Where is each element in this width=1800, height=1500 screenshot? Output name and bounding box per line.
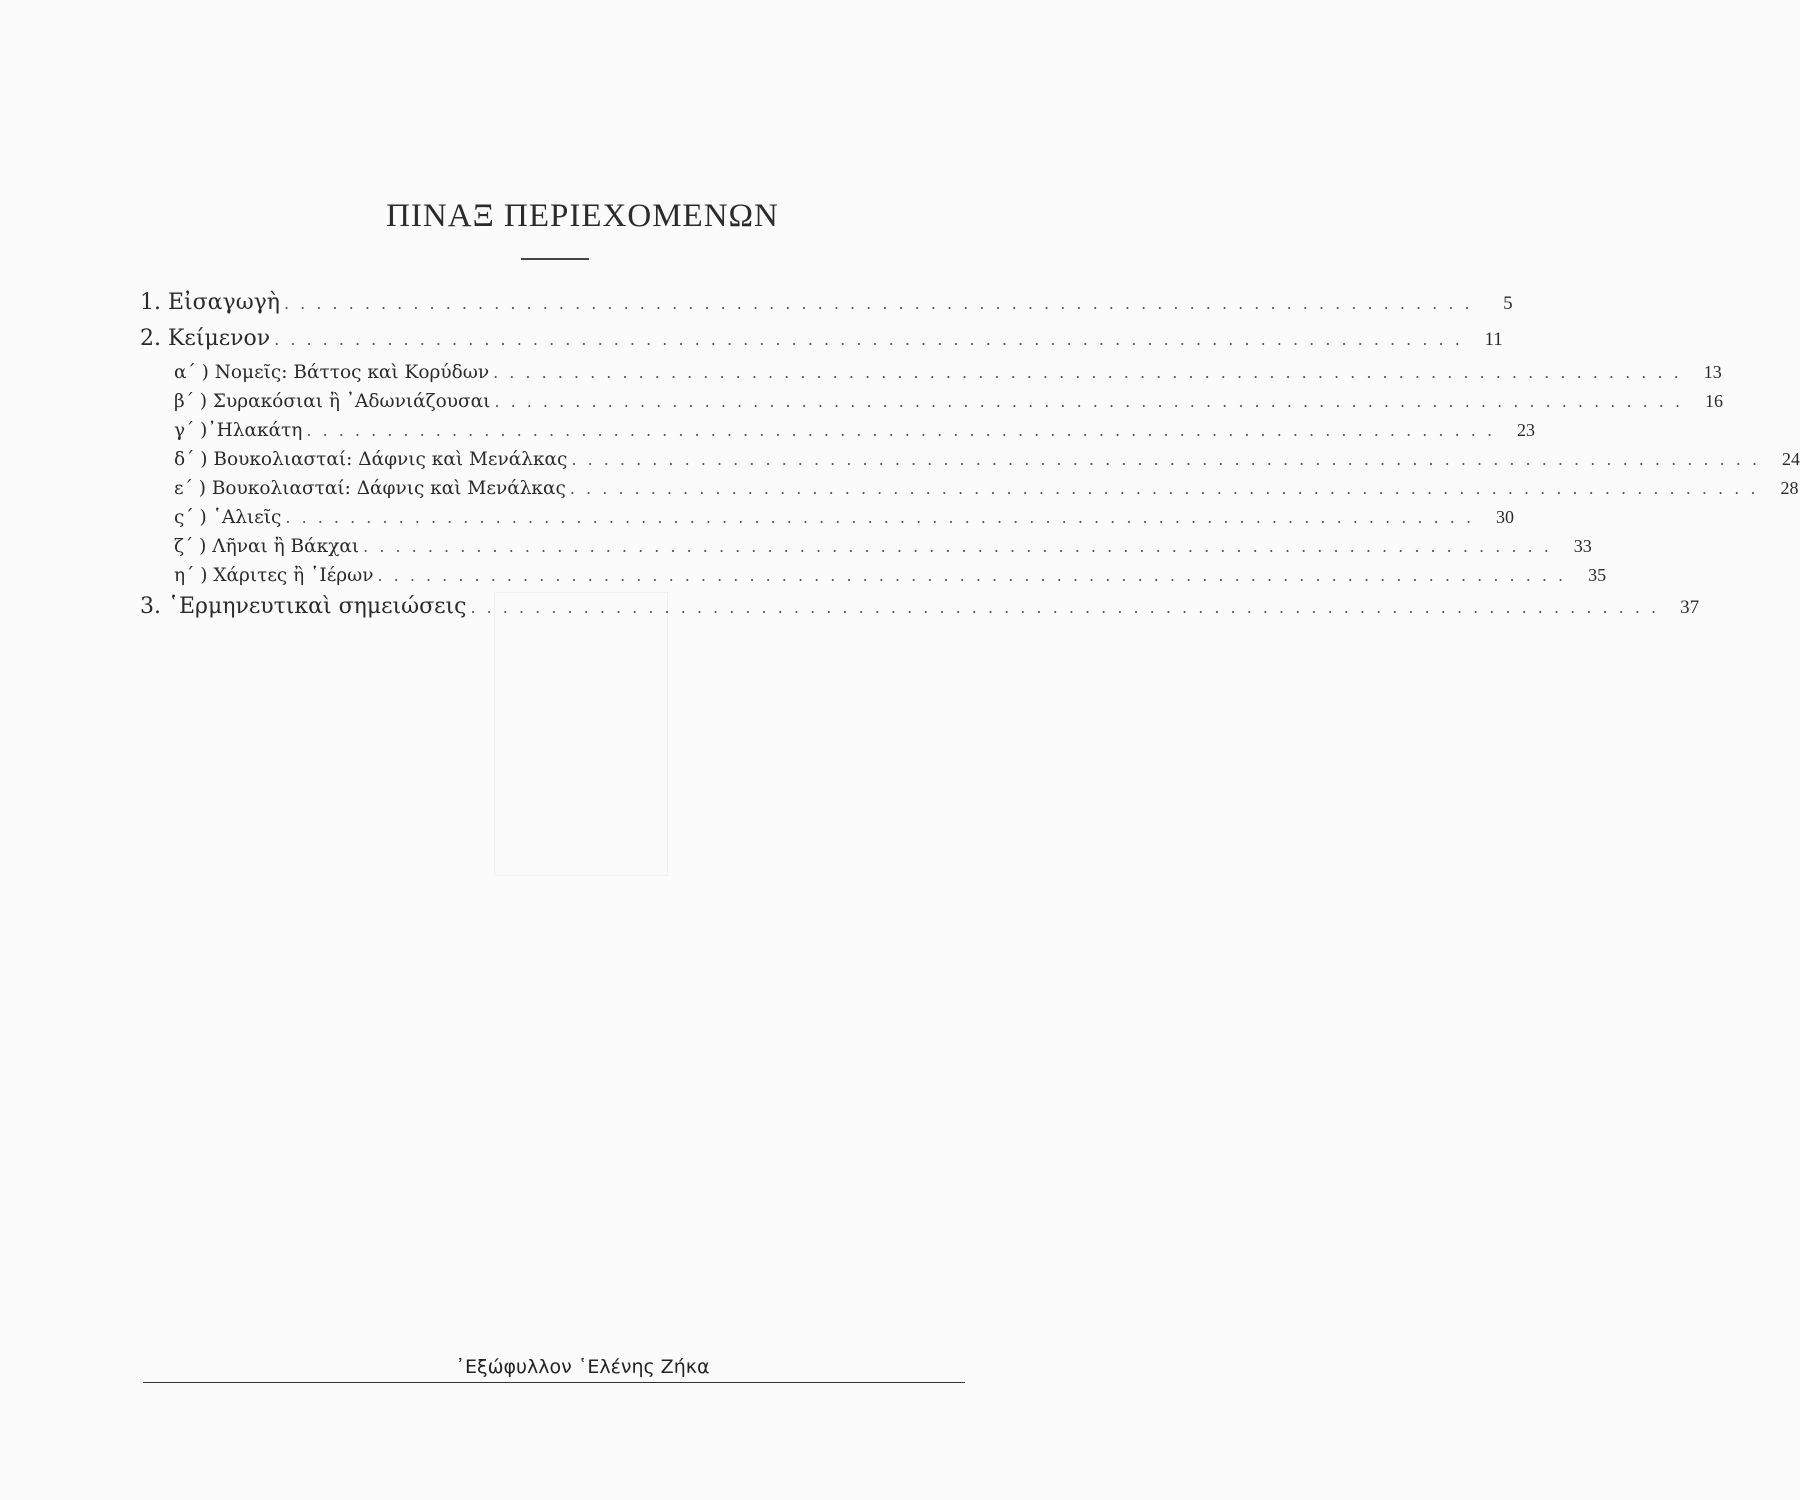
toc-entry-label: δ΄ ) Βουκολιασταί: Δάφνις καὶ Μενάλκας bbox=[174, 449, 568, 470]
toc-entry-page: 33 bbox=[1573, 536, 1592, 556]
toc-entry-label: β΄ ) Συρακόσιαι ἢ ᾿Αδωνιάζουσαι bbox=[174, 391, 491, 412]
toc-subentry bbox=[140, 565, 1607, 594]
dot-leader: . . . . . . . . . . . . . . . . . . . . . . . . . . . . . . . . . . . . . . . . . . . . . . . . . . . . . . . . . . . . . . . . . . . . . . . . . . bbox=[306, 421, 1496, 440]
dot-leader: . . . . . . . . . . . . . . . . . . . . . . . . . . . . . . . . . . . . . . . . . . . . . . . . . . . . . . . . . . . . . . . . . . . . . . . . . . bbox=[283, 294, 1473, 313]
dot-leader: . . . . . . . . . . . . . . . . . . . . . . . . . . . . . . . . . . . . . . . . . . . . . . . . . . . . . . . . . . . . . . . . . . . . . . . . . . bbox=[470, 598, 1660, 617]
toc-subentry bbox=[140, 420, 1536, 449]
page-title: ΠΙΝΑΞ ΠΕΡΙΕΧΟΜΕΝΩΝ bbox=[386, 198, 779, 234]
toc-subentry bbox=[140, 362, 1722, 391]
toc-entry-page: 37 bbox=[1680, 597, 1700, 618]
toc-entry-label: ζ΄ ) Λῆναι ἢ Βάκχαι bbox=[174, 536, 360, 557]
toc-entry-label: 1. Εἰσαγωγὴ bbox=[140, 290, 280, 315]
toc-entry-page: 35 bbox=[1588, 565, 1607, 585]
toc-entry-notes bbox=[140, 594, 1700, 630]
toc-entry-page: 5 bbox=[1503, 293, 1513, 314]
dot-leader: . . . . . . . . . . . . . . . . . . . . . . . . . . . . . . . . . . . . . . . . . . . . . . . . . . . . . . . . . . . . . . . . . . . . . . . . . . bbox=[285, 508, 1475, 527]
toc-entry-label: η΄ ) Χάριτες ἢ ῾Ιέρων bbox=[174, 565, 374, 586]
toc-entry-page: 13 bbox=[1703, 362, 1722, 382]
toc-entry-page: 30 bbox=[1496, 507, 1515, 527]
bleed-through-frame bbox=[494, 592, 668, 876]
dot-leader: . . . . . . . . . . . . . . . . . . . . . . . . . . . . . . . . . . . . . . . . . . . . . . . . . . . . . . . . . . . . . . . . . . . . . . . . . . bbox=[363, 537, 1552, 556]
toc-entry-label: 3. ῾Ερμηνευτικαὶ σημειώσεις bbox=[140, 594, 467, 619]
toc-entry-label: α΄ ) Νομεῖς: Βάττος καὶ Κορύδων bbox=[174, 362, 490, 383]
title-underline bbox=[521, 258, 589, 260]
toc-entry-label: γ΄ )᾿Ηλακάτη bbox=[174, 420, 303, 441]
bottom-rule bbox=[143, 1382, 965, 1383]
toc-subentry bbox=[140, 391, 1724, 420]
toc-entry-page: 28 bbox=[1780, 478, 1799, 498]
toc-entry-text bbox=[140, 326, 1503, 362]
bleed-through-text bbox=[150, 100, 154, 120]
cover-credit: ᾿Εξώφυλλον ῾Ελένης Ζήκα bbox=[455, 1356, 710, 1378]
dot-leader: . . . . . . . . . . . . . . . . . . . . . . . . . . . . . . . . . . . . . . . . . . . . . . . . . . . . . . . . . . . . . . . . . . . . . . . . . . bbox=[569, 479, 1759, 498]
toc-entry-label: ε΄ ) Βουκολιασταί: Δάφνις καὶ Μενάλκας bbox=[174, 478, 566, 499]
toc-entry-label: ς΄ ) ῾Αλιεῖς bbox=[174, 507, 282, 528]
dot-leader: . . . . . . . . . . . . . . . . . . . . . . . . . . . . . . . . . . . . . . . . . . . . . . . . . . . . . . . . . . . . . . . . . . . . . . . . . . bbox=[571, 450, 1761, 469]
toc-entry-page: 24 bbox=[1782, 449, 1800, 469]
toc-subentry bbox=[140, 449, 1800, 478]
dot-leader: . . . . . . . . . . . . . . . . . . . . . . . . . . . . . . . . . . . . . . . . . . . . . . . . . . . . . . . . . . . . . . . . . . . . . . . . . . bbox=[494, 392, 1684, 411]
toc-entry-page: 23 bbox=[1517, 420, 1536, 440]
dot-leader: . . . . . . . . . . . . . . . . . . . . . . . . . . . . . . . . . . . . . . . . . . . . . . . . . . . . . . . . . . . . . . . . . . . . . . . . . . bbox=[493, 363, 1682, 382]
toc-subentry bbox=[140, 536, 1592, 565]
table-of-contents bbox=[140, 290, 1800, 630]
dot-leader: . . . . . . . . . . . . . . . . . . . . . . . . . . . . . . . . . . . . . . . . . . . . . . . . . . . . . . . . . . . . . . . . . . . . . . . . . . bbox=[274, 330, 1463, 349]
toc-subentry bbox=[140, 507, 1515, 536]
toc-entry-page: 11 bbox=[1484, 329, 1503, 350]
toc-entry-label: 2. Κείμενον bbox=[140, 326, 271, 351]
toc-subentry bbox=[140, 478, 1799, 507]
dot-leader: . . . . . . . . . . . . . . . . . . . . . . . . . . . . . . . . . . . . . . . . . . . . . . . . . . . . . . . . . . . . . . . . . . . . . . . . . . bbox=[377, 566, 1567, 585]
toc-entry-introduction bbox=[140, 290, 1513, 326]
toc-entry-page: 16 bbox=[1705, 391, 1724, 411]
